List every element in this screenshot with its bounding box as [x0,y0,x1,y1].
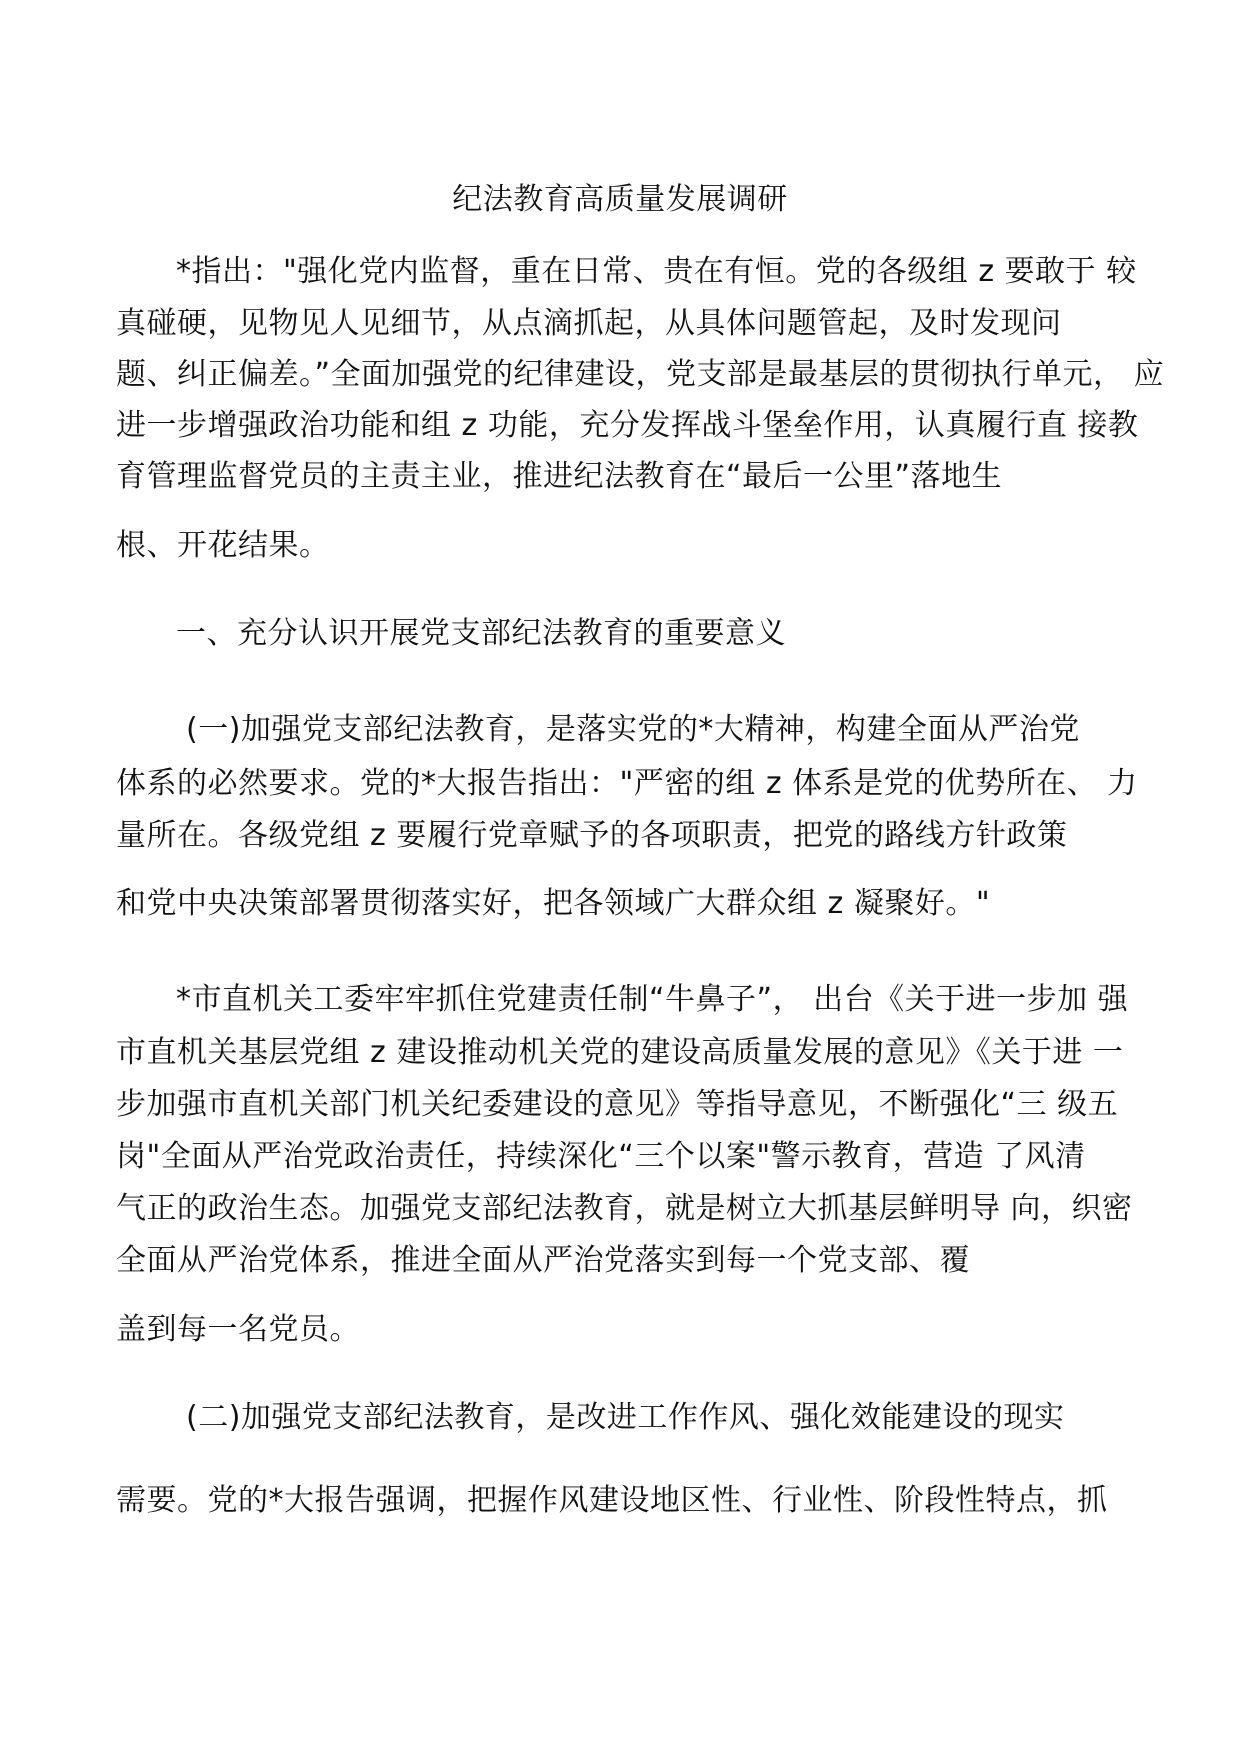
subsection-heading-line: (二)加强党支部纪法教育，是改进工作作风、强化效能建设的现实 [186,1400,1065,1435]
paragraph-line: 全面从严治党体系，推进全面从严治党落实到每一个党支部、覆 [116,1243,970,1278]
subsection-heading-line: (一)加强党支部纪法教育，是落实党的*大精神，构建全面从严治党 [186,712,1080,747]
document-title: 纪法教育高质量发展调研 [452,182,788,217]
paragraph-line: *指出："强化党内监督，重在日常、贵在有恒。党的各级组 z 要敢于 较 [176,254,1137,289]
paragraph-line: 题、纠正偏差。”全面加强党的纪律建设，党支部是最基层的贯彻执行单元， 应 [116,357,1165,392]
paragraph-line: 根、开花结果。 [116,528,330,563]
section-heading: 一、充分认识开展党支部纪法教育的重要意义 [176,616,786,651]
paragraph-line: 步加强市直机关部门机关纪委建设的意见》等指导意见，不断强化“三 级五 [116,1087,1119,1122]
paragraph-line: *市直机关工委牢牢抓住党建责任制“牛鼻子”， 出台《关于进一步加 强 [176,982,1129,1017]
paragraph-line: 和党中央决策部署贯彻落实好，把各领域广大群众组 z 凝聚好。" [116,886,991,921]
paragraph-line: 进一步增强政治功能和组 z 功能，充分发挥战斗堡垒作用，认真履行直 接教 [116,408,1139,443]
paragraph-line: 盖到每一名党员。 [116,1312,360,1347]
paragraph-line: 需要。党的*大报告强调，把握作风建设地区性、行业性、阶段性特点，抓 [116,1483,1108,1518]
paragraph-line: 真碰硬，见物见人见细节，从点滴抓起，从具体问题管起，及时发现问 [116,306,1062,341]
paragraph-line: 量所在。各级党组 z 要履行党章赋予的各项职责，把党的路线方针政策 [116,818,1068,853]
paragraph-line: 育管理监督党员的主责主业，推进纪法教育在“最后一公里”落地生 [116,459,1003,494]
paragraph-line: 体系的必然要求。党的*大报告指出："严密的组 z 体系是党的优势所在、 力 [116,766,1138,801]
paragraph-line: 气正的政治生态。加强党支部纪法教育，就是树立大抓基层鲜明导 向，织密 [116,1191,1133,1226]
paragraph-line: 市直机关基层党组 z 建设推动机关党的建设高质量发展的意见》《关于进 一 [116,1035,1124,1070]
paragraph-line: 岗"全面从严治党政治责任，持续深化“三个以案"警示教育，营造 了风清 [116,1139,1086,1174]
